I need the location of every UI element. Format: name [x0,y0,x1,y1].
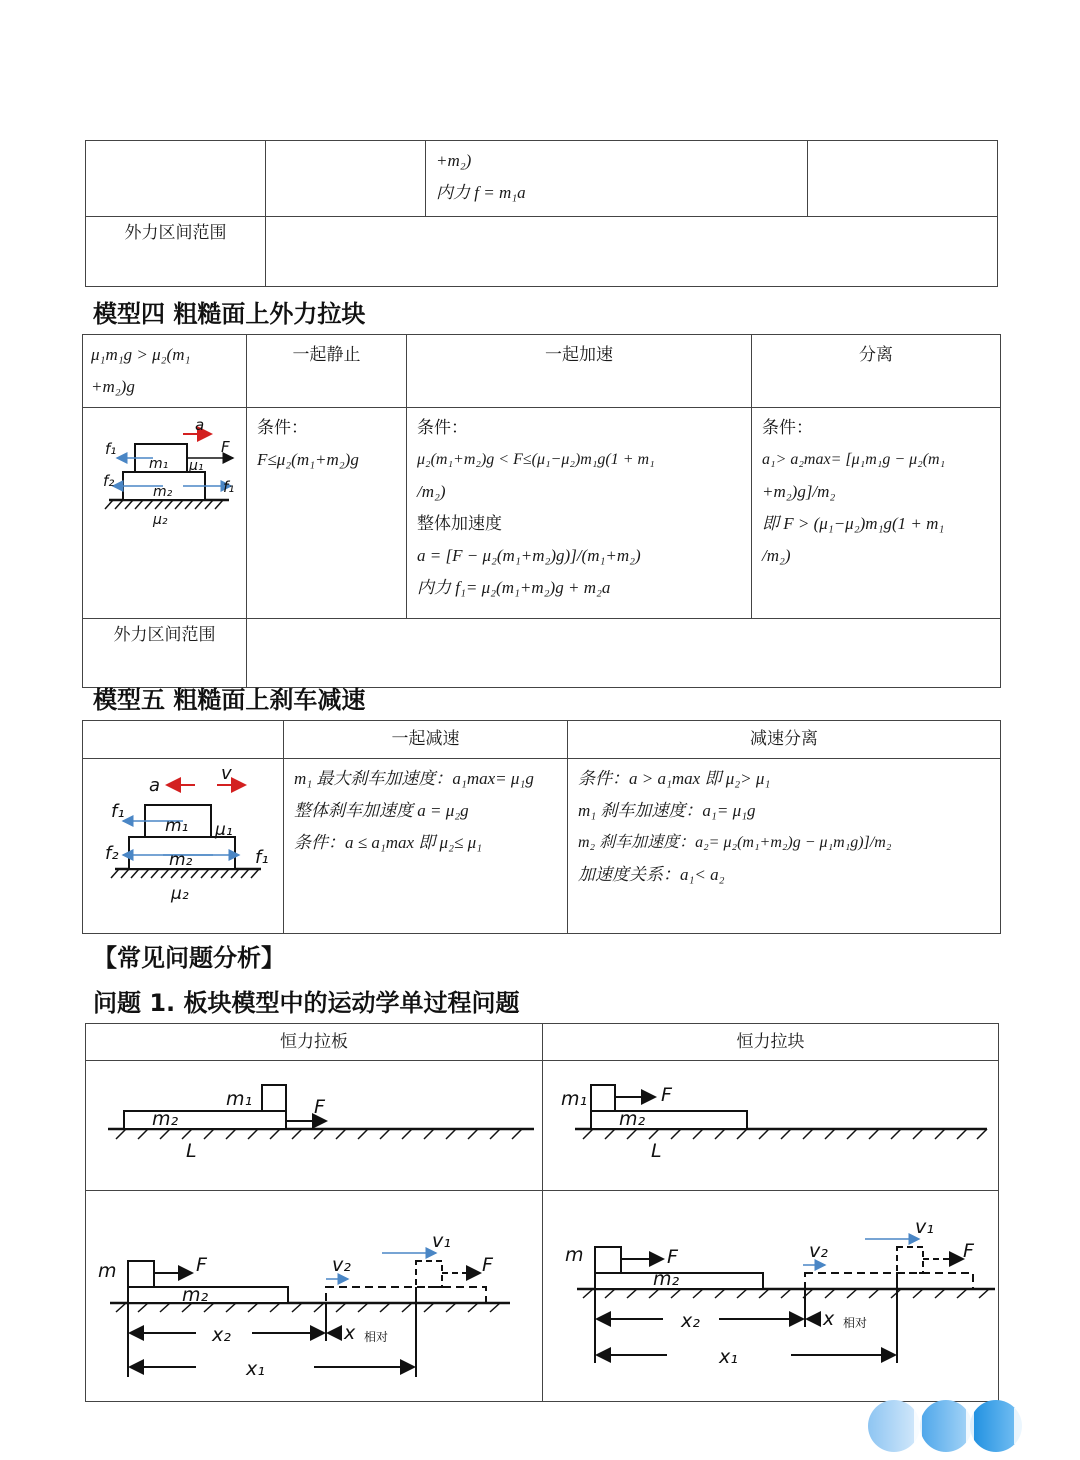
text-line: 内力 f = m₁a [436,183,526,202]
cell-empty [808,141,998,217]
ground [577,1289,995,1298]
problem1-table [85,1023,999,1402]
watermark-dots [866,1398,1026,1454]
label-L: L [651,1140,662,1162]
label-m2: m₂ [619,1108,646,1130]
ground [111,869,261,878]
label-m1: m₁ [165,816,189,836]
label-a: a [149,775,161,796]
model5-header-separate: 减速分离 [568,721,1001,759]
text-line: /m₂) [762,546,791,565]
problem1-heading: 问题 1. 板块模型中的运动学单过程问题 [93,989,520,1017]
range-value-cell [247,619,1001,688]
label-m2: m₂ [182,1284,209,1306]
model5-diagram-cell [83,759,284,934]
label-F-end: F [482,1254,493,1276]
label-f1: f₁ [105,440,117,458]
text-line: +m₂)g]/m₂ [762,482,836,501]
board-end-dashed [805,1273,973,1289]
label-rel: 相对 [364,1330,389,1344]
analysis-heading: 【常见问题分析】 [93,944,285,972]
label-m1: m₁ [149,456,169,472]
pull-board-setup-diagram [86,1061,541,1179]
range-label: 外力区间范围 [113,625,216,645]
ground [575,1129,987,1139]
text-line: 条件：a > a₁max 即 μ₂> μ₁ [578,769,771,788]
model4-static-cell [247,408,407,619]
header-pull-board: 恒力拉板 [86,1024,543,1061]
text-line: μ₂(m₁+m₂)g < F≤(μ₁−μ₂)m₁g(1 + m₁ [417,451,655,468]
model4-header-static: 一起静止 [247,335,407,408]
label-m2: m₂ [152,1108,179,1130]
block-start [128,1261,154,1287]
label-F: F [196,1254,207,1276]
block-end-dashed [416,1261,442,1287]
label-v1: v₁ [432,1230,451,1252]
range-label: 外力区间范围 [124,223,227,243]
model4-separate-cell [752,408,1001,619]
label-x1: x₁ [719,1346,738,1368]
label-m: m [565,1244,584,1266]
model5-separate-cell [568,759,1001,934]
text-line: F≤μ₂(m₁+m₂)g [257,450,359,469]
cell-empty [83,721,284,759]
model5-table [82,720,1001,934]
label-m2: m₂ [653,1268,680,1290]
label-m2: m₂ [153,484,173,500]
model5-decelerate-cell [284,759,568,934]
cell-empty [266,141,426,217]
model4-header-accelerate: 一起加速 [407,335,752,408]
text-line: a = [F − μ₂(m₁+m₂)g)]/(m₁+m₂) [417,546,641,565]
label-v1: v₁ [915,1216,934,1238]
label-F: F [661,1084,672,1106]
model4-diagram-cell [83,408,247,619]
pull-board-motion-diagram [86,1191,541,1390]
label-f1-lower: f₁ [255,847,269,868]
model3-table-continuation [85,140,998,287]
label-f2: f₂ [105,843,119,864]
text-line: +m₂) [436,151,472,170]
pull-block-motion-cell [543,1191,999,1402]
pull-block-setup-cell [543,1061,999,1191]
header-pull-block: 恒力拉块 [543,1024,999,1061]
label-x-rel: x [344,1322,356,1344]
model5-header-decelerate: 一起减速 [284,721,568,759]
label-mu2: μ₂ [153,512,168,528]
pull-block-motion-diagram [543,1191,997,1390]
cell-accelerate-cont [426,141,808,217]
pull-board-motion-cell [86,1191,543,1402]
text-line: 整体加速度 [417,514,502,534]
label-m1: m₁ [561,1088,588,1110]
block-m1 [262,1085,286,1111]
text-line: m₂ 刹车加速度：a₂= μ₂(m₁+m₂)g − μ₁m₁g)]/m₂ [578,834,892,851]
label-m: m [98,1260,117,1282]
label-v2: v₂ [809,1240,828,1262]
model4-table [82,334,1001,688]
label-mu1: μ₁ [189,458,204,474]
ground [105,500,229,509]
text-line: 条件： [762,418,813,438]
label-x-rel: x [823,1308,835,1330]
text-line: 条件： [257,418,308,438]
model4-block-diagram [83,408,245,607]
label-f1: f₁ [111,801,125,822]
text-line: μ₁m₁g > μ₂(m₁ [91,345,191,364]
label-x2: x₂ [212,1324,231,1346]
model4-accelerate-cell [407,408,752,619]
block-end-dashed [897,1247,923,1273]
model5-block-diagram [83,759,283,922]
label-F: F [314,1096,325,1118]
model5-heading: 模型五 粗糙面上刹车减速 [93,686,366,714]
label-F: F [667,1246,678,1268]
range-label-cell [83,619,247,688]
text-line: 即 F > (μ₁−μ₂)m₁g(1 + m₁ [762,514,945,533]
text-line: 内力 f₁= μ₂(m₁+m₂)g + m₂a [417,578,611,597]
range-label-cell [86,217,266,287]
label-v: v [221,763,232,784]
text-line: 加速度关系：a₁< a₂ [578,865,725,884]
ground [108,1129,534,1139]
label-f1-lower: f₁ [223,478,235,496]
range-value-cell [266,217,998,287]
label-mu1: μ₁ [215,820,233,840]
label-v2: v₂ [332,1254,351,1276]
block-m1 [591,1085,615,1111]
model4-condition-header [83,335,247,408]
text-line: m₁ 最大刹车加速度：a₁max= μ₁g [294,769,534,788]
label-L: L [186,1140,197,1162]
label-f2: f₂ [103,472,115,490]
label-a: a [195,416,205,434]
ground [110,1303,510,1312]
label-F: F [221,438,230,456]
pull-board-setup-cell [86,1061,543,1191]
board-m2 [591,1111,747,1129]
label-m1: m₁ [226,1088,253,1110]
label-x1: x₁ [246,1358,265,1380]
text-line: 整体刹车加速度 a = μ₂g [294,801,469,820]
label-m2: m₂ [169,850,193,870]
text-line: 条件： [417,418,468,438]
text-line: a₁> a₂max= [μ₁m₁g − μ₂(m₁ [762,451,946,468]
label-F-end: F [963,1240,974,1262]
label-mu2: μ₂ [171,884,189,904]
label-x2: x₂ [681,1310,700,1332]
block-start [595,1247,621,1273]
board-end-dashed [326,1287,486,1303]
text-line: m₁ 刹车加速度：a₁= μ₁g [578,801,756,820]
label-rel: 相对 [843,1316,868,1330]
pull-block-setup-diagram [543,1061,997,1179]
text-line: 条件：a ≤ a₁max 即 μ₂≤ μ₁ [294,833,483,852]
cell-empty [86,141,266,217]
text-line: +m₂)g [91,377,135,396]
model4-header-separate: 分离 [752,335,1001,408]
text-line: /m₂) [417,482,446,501]
model4-heading: 模型四 粗糙面上外力拉块 [93,300,366,328]
board-m2 [124,1111,286,1129]
